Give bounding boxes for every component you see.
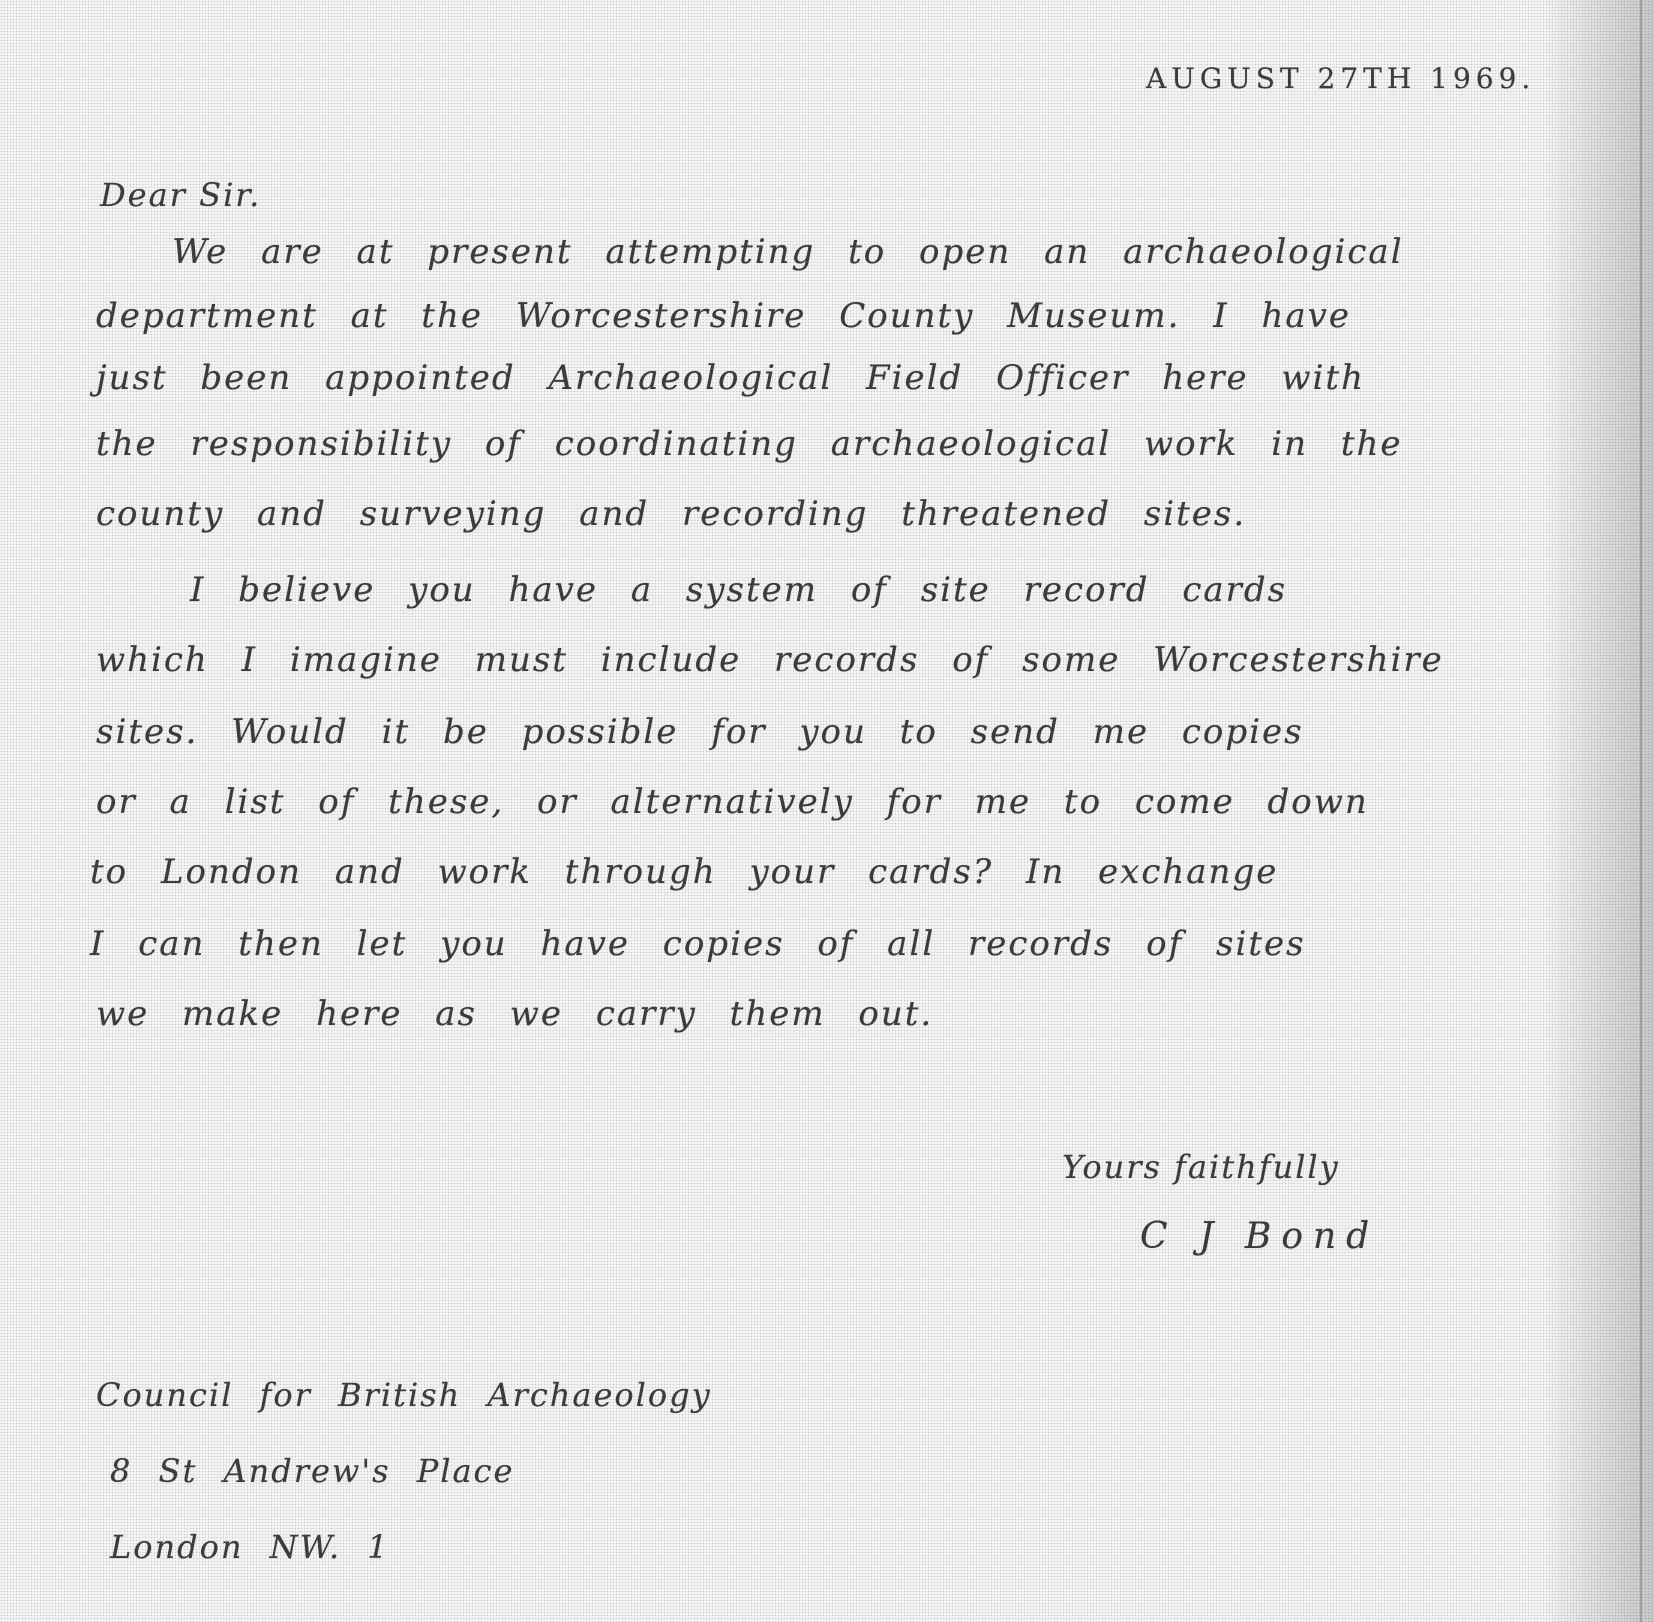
body-line: which I imagine must include records of some Worcestershire: [96, 640, 1444, 680]
body-line: the responsibility of coordinating archaeological work in the: [96, 424, 1403, 464]
recipient-address-line: London NW. 1: [110, 1528, 390, 1566]
body-line: to London and work through your cards? In exchange: [90, 852, 1279, 892]
body-line: sites. Would it be possible for you to send me copies: [96, 712, 1304, 752]
recipient-address-line: 8 St Andrew's Place: [110, 1452, 515, 1490]
body-line: I can then let you have copies of all records of sites: [90, 924, 1306, 964]
body-line: we make here as we carry them out.: [96, 994, 934, 1034]
scan-edge-line: [1640, 0, 1642, 1622]
body-line: just been appointed Archaeological Field Officer here with: [96, 358, 1365, 398]
body-line: We are at present attempting to open an archaeological: [172, 232, 1404, 272]
letter-date: AUGUST 27TH 1969.: [1146, 62, 1536, 95]
body-line: I believe you have a system of site record cards: [190, 570, 1288, 610]
body-line: department at the Worcestershire County Museum. I have: [96, 296, 1351, 336]
recipient-address-line: Council for British Archaeology: [96, 1376, 712, 1414]
scan-edge-shadow: [1544, 0, 1654, 1622]
body-line: or a list of these, or alternatively for me to come down: [96, 782, 1369, 822]
closing: Yours faithfully: [1062, 1148, 1340, 1186]
salutation: Dear Sir.: [100, 176, 262, 214]
signature: C J Bond: [1140, 1216, 1380, 1257]
body-line: county and surveying and recording threatened sites.: [96, 494, 1247, 534]
